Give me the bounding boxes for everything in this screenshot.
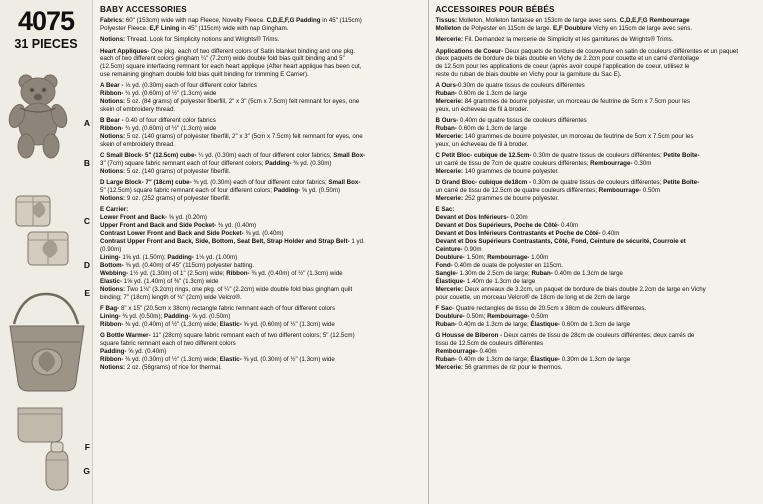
english-title: BABY ACCESSORIES — [100, 5, 187, 14]
french-line: Élastique- 1.40m de 1.3cm de large — [435, 277, 536, 285]
english-line: Notions: Two 1⅛" (3.2cm) rings, one pkg. of ¼" (2.2cm) wide double fold bias gingham quilt — [100, 285, 353, 293]
french-block — [436, 17, 758, 33]
english-block — [100, 48, 422, 80]
english-line: Notions: 9 oz. (252 grams) of polyester fiberfill. — [100, 195, 231, 203]
illustration-column — [0, 0, 93, 504]
bag-and-bottle-warmer-illustration — [12, 398, 82, 496]
piece-letter-b: B — [83, 158, 90, 168]
french-body — [436, 17, 758, 371]
english-line: Notions: Thread. Look for Simplicity notions and Wrights® Trims. — [100, 36, 280, 44]
french-line: tissu de 12.5cm de couleurs différentes — [435, 339, 544, 347]
english-block — [100, 117, 422, 149]
english-block — [100, 152, 422, 176]
english-line: Padding- ⅝ yd. (0.40m) — [100, 347, 167, 355]
french-line: Mercerie: Deux anneaux de 3.2cm, un paquet de bordure de biais double 2.2cm de large en Vichy — [435, 285, 706, 293]
french-line: deux paquets de bordure de biais double en Vichy de 2.2cm pour couette et un carré d'entoilage — [435, 55, 700, 63]
english-line: Lining- 1⅝ yd. (1.50m); Padding- 1⅛ yd. (1.00m) — [100, 253, 238, 261]
french-line: Ruban- 0.60m de 1.3cm de large — [435, 125, 527, 133]
english-line: Ribbon- ¾ yd. (0.60m) of ½" (1.3cm) wide — [100, 125, 217, 133]
english-line: Ribbon- ⅜ yd. (0.40m) of ½" (1.3cm) wide; Elastic- ⅝ yd. (0.60m) of ½" (1.3cm) wide — [100, 320, 335, 328]
piece-letter-g: G — [83, 466, 90, 476]
french-block — [436, 117, 758, 149]
fabric-blocks-illustration — [10, 190, 78, 270]
english-line: 3" (7cm) square fabric remnant each of four different colors; Padding- ⅜ yd. (0.30m) — [100, 160, 332, 168]
english-line: skein of embroidery thread. — [100, 106, 175, 114]
english-line: Notions: 5 oz. (140 grams) of polyester fiberfill, 2" x 3" (5cm x 7.5cm) felt remnant for eyes, one — [100, 133, 363, 141]
english-line: Lower Front and Back- ⅝ yd. (0.20m) — [100, 214, 207, 222]
english-block — [100, 36, 422, 44]
english-line: Contrast Upper Front and Back, Side, Bottom, Seat Belt, Strap Holder and Strap Belt- 1 yd. — [100, 238, 365, 246]
french-block — [436, 36, 758, 44]
english-line: Webbing- 1½ yd. (1.30m) of 1" (2.5cm) wide; Ribbon- ⅜ yd. (0.40m) of ½" (1.3cm) wide — [100, 269, 343, 277]
teddy-bear-illustration — [6, 64, 84, 174]
french-line: Devant et Dos Supérieurs, Poche de Côté- 0.40m — [435, 222, 579, 230]
english-line: A Bear - ⅓ yd. (0.30m) each of four different color fabrics — [100, 82, 257, 90]
english-line: square fabric remnant each of two different colors — [100, 339, 236, 347]
english-line: Lining- ⅜ yd. (0.50m); Padding- ⅝ yd. (0.50m) — [100, 312, 231, 320]
piece-letter-f: F — [84, 442, 90, 452]
french-line: Molleton de Polyester en 115cm de large. E,F Doublure Vichy en 115cm de large avec sens. — [435, 25, 693, 33]
english-column — [93, 0, 429, 504]
french-line: Mercerie: 56 grammes de riz pour le thermos. — [435, 363, 563, 371]
english-line: D Large Block- 7" (18cm) cube- ⅜ yd. (0.30m) each of four different color fabrics; Small Box- — [100, 179, 361, 187]
english-line: Contrast Lower Front and Back and Side Pocket- ⅜ yd. (0.40m) — [100, 230, 284, 238]
french-line: Sangle- 1.30m de 2.5cm de large; Ruban- 0.40m de 1.3cm de large — [435, 269, 623, 277]
french-block — [436, 152, 758, 176]
french-line: Doublure- 0.50m; Rembourrage- 0.50m — [435, 312, 549, 320]
english-line: skein of embroidery thread. — [100, 141, 175, 149]
french-block — [436, 206, 758, 301]
french-line: pour couette, un morceau Velcro® de 18cm de long et de 2cm de large — [435, 293, 630, 301]
french-line: Ruban- 0.60m de 1.3cm de large — [435, 90, 527, 98]
french-line: Doublure- 1.50m; Rembourrage- 1.00m — [435, 253, 549, 261]
french-line: de 12.5cm pour les applications de coeur (après avoir coupé l'application de coeur, utilisez le — [435, 63, 690, 71]
english-line: E Carrier: — [100, 206, 129, 214]
french-line: Ruban- 0.40m de 1.3cm de large; Élastique- 0.30m de 1.3cm de large — [435, 355, 631, 363]
english-line: Fabrics: 60" (153cm) wide with nap Fleece, Novelty Fleece. C,D,E,F,G Padding in 45" (115cm) — [100, 17, 362, 25]
french-line: yeux, un écheveau de fil à broder. — [435, 106, 529, 114]
pattern-number: 4075 — [17, 6, 75, 36]
french-line: Ceinture- 0.90m — [435, 246, 482, 254]
english-line: binding; 7" (18cm) length of ¾" (2cm) wide Velcro®. — [100, 293, 242, 301]
french-line: Mercerie: 84 grammes de bourre polyester, un morceau de feutrine de 5cm x 7.5cm pour les — [435, 98, 691, 106]
french-line: Fond- 0.40m de ouate de polyester en 115cm. — [435, 261, 563, 269]
piece-letter-a: A — [83, 118, 90, 128]
french-line: yeux, un écheveau de fil à broder. — [435, 141, 529, 149]
french-line: Mercerie: 140 grammes de bourre polyester, un morceau de feutrine de 5cm x 7.5cm pour les — [435, 133, 694, 141]
english-line: use remaining gingham double fold bias quilt binding for trimming E Carrier). — [100, 71, 309, 79]
english-line: Notions: 5 oz. (140 grams) of polyester fiberfill. — [100, 168, 231, 176]
piece-letter-e: E — [84, 288, 90, 298]
english-line: Heart Appliques- One pkg. each of two different colors of Satin blanket binding and one pkg. — [100, 47, 356, 55]
english-block — [100, 332, 422, 372]
french-line: F Sac- Quatre rectangles de tissu de 20.5cm x 38cm de couleurs différentes. — [435, 304, 647, 312]
french-line: Mercerie: 252 grammes de bourre polyester. — [435, 195, 559, 203]
english-line: Polyester Fleece. E,F Lining in 45" (115cm) wide with nap Gingham. — [100, 25, 289, 33]
english-line: Ribbon- ⅜ yd. (0.30m) of ½" (1.3cm) wide; Elastic- ⅜ yd. (0.30m) of ½" (1.3cm) wide — [100, 355, 335, 363]
english-line: (0.90m) — [100, 246, 122, 254]
french-line: Devant et Dos Supérieurs Contrastants, Côté, Fond, Ceinture de sécurité, Courroie et — [435, 238, 686, 246]
carrier-bag-illustration — [4, 282, 90, 397]
french-line: Tissus: Molleton, Molleton fantaisie en 153cm de large avec sens. C,D,E,F,G Rembourrage — [435, 17, 690, 25]
french-line: Devant et Dos Inférieurs- 0.20m — [435, 214, 528, 222]
french-title: ACCESSOIRES POUR BÉBÉS — [435, 5, 555, 14]
piece-letter-c: C — [83, 216, 90, 226]
english-line: Notions: 2 oz. (56grams) of rice for thermal. — [100, 363, 222, 371]
english-line: 5" (12.5cm) square fabric remnant each of four different colors; Padding- ⅝ yd. (0.50m) — [100, 187, 341, 195]
piece-letter-d: D — [83, 260, 90, 270]
french-line: D Grand Bloc- cubique de18cm - 0.30m de quatre tissus de couleurs différentes; Petite Boîte- — [435, 179, 700, 187]
english-line: Ribbon- ¾ yd. (0.60m) of ½" (1.3cm) wide — [100, 90, 217, 98]
french-line: Mercerie: Fil. Demandez la mercerie de Simplicity et les garnitures de Wrights® Trims. — [435, 36, 674, 44]
french-line: E Sac: — [435, 206, 455, 214]
french-block — [436, 332, 758, 372]
english-line: (12.5cm) square interfacing remnant for each heart applique (After heart applique has been cut, — [100, 63, 362, 71]
french-block — [436, 305, 758, 329]
english-block — [100, 17, 422, 33]
french-line: A Ours-0.30m de quatre tissus de couleurs différentes — [435, 82, 585, 90]
french-line: Ruban- 0.40m de 1.3cm de large; Élastique- 0.60m de 1.3cm de large — [435, 320, 631, 328]
french-line: Rembourrage- 0.40m — [435, 347, 497, 355]
english-body — [100, 17, 422, 371]
english-block — [100, 82, 422, 114]
english-line: Bottom- ⅜ yd. (0.40m) of 45" (115cm) polyester batting. — [100, 261, 255, 269]
english-line: G Bottle Warmer- 11" (28cm) square fabric remnant each of two different colors; 5" (12.5cm) — [100, 331, 355, 339]
english-line: each of two different colors gingham ¼" (7.2cm) wide double fold bias quilt binding and 5" — [100, 55, 345, 63]
english-block — [100, 179, 422, 203]
english-line: Notions: 5 oz. (84 grams) of polyester fiberfill, 2" x 3" (5cm x 7.5cm) felt remnant for eyes, one — [100, 98, 360, 106]
french-line: G Housse de Biberon - Deux carrés de tissu de 28cm de couleurs différentes; deux carrés de — [435, 331, 695, 339]
english-line: B Bear - 0.40 of four different color fabrics — [100, 117, 216, 125]
piece-count: 31 PIECES — [14, 37, 78, 51]
french-line: un carré de tissu de 12.5cm de quatre couleurs différentes; Rembourrage- 0.50m — [435, 187, 660, 195]
english-line: C Small Block- 5" (12.5cm) cube- ¼ yd. (0.30m) each of four different color fabrics; Small Box- — [100, 152, 366, 160]
french-line: Applications de Coeur- Deux paquets de bordure de couverture en satin de couleurs différentes et un paquet — [435, 47, 739, 55]
english-block — [100, 305, 422, 329]
french-line: B Ours- 0.40m de quatre tissus de couleurs différentes — [435, 117, 587, 125]
french-block — [436, 82, 758, 114]
french-line: un carré de tissu de 7cm de quatre couleurs différentes; Rembourrage- 0.30m — [435, 160, 652, 168]
french-line: C Petit Bloc- cubique de 12.5cm- 0.30m de quatre tissus de couleurs différentes; Petite Boîte- — [435, 152, 700, 160]
english-line: Upper Front and Back and Side Pocket- ⅜ yd. (0.40m) — [100, 222, 257, 230]
english-line: F Bag- 8" x 15" (20.5cm x 38cm) rectangle fabric remnant each of four different colors — [100, 304, 336, 312]
french-block — [436, 48, 758, 80]
french-block — [436, 179, 758, 203]
french-line: reste du ruban de biais double en Vichy pour la garniture du Sac E). — [435, 71, 622, 79]
french-line: Mercerie: 140 grammes de bourre polyester. — [435, 168, 559, 176]
french-line: Devant et Dos Inférieurs Contrastants et Poche de Côté- 0.40m — [435, 230, 620, 238]
english-line: Elastic- 1⅝ yd. (1.40m) of ⅜" (1.3cm) wide — [100, 277, 219, 285]
french-column — [429, 0, 763, 504]
english-block — [100, 206, 422, 301]
